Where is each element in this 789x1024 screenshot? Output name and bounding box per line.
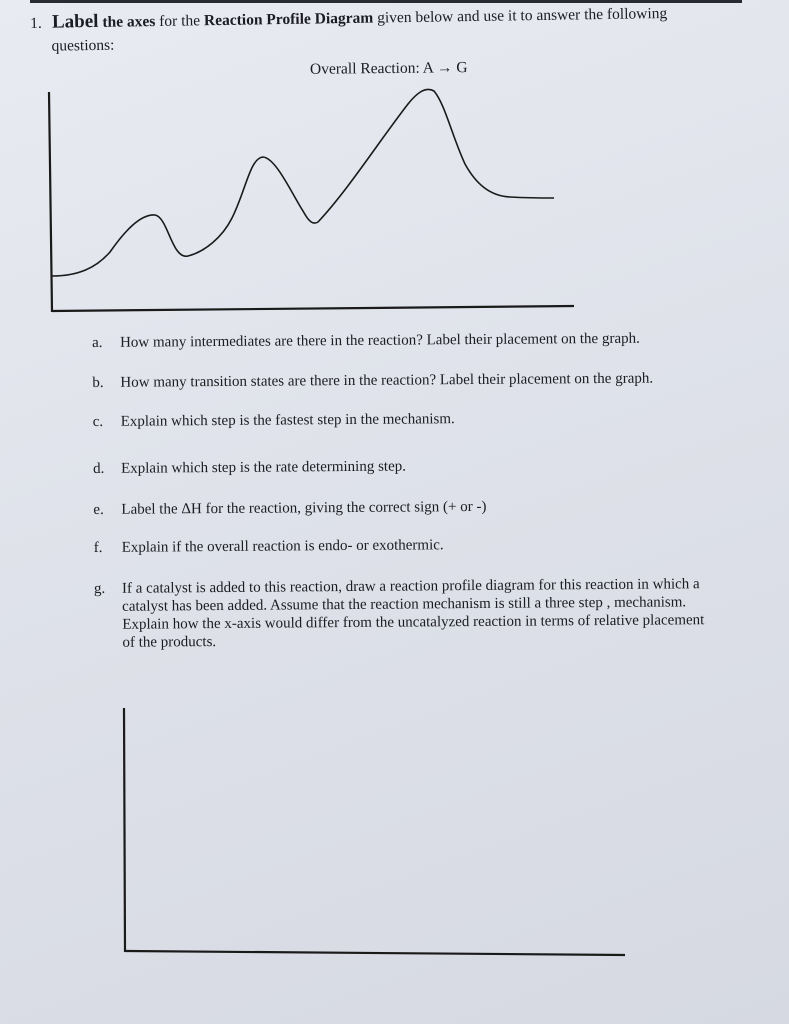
question-number: 1. [30, 14, 42, 32]
item-text: Explain which step is the rate determining step. [120, 458, 407, 477]
item-letter: a. [92, 334, 103, 351]
diagram-name: Reaction Profile Diagram [203, 9, 374, 30]
item-letter: g. [93, 580, 106, 597]
item-text: Explain if the overall reaction is endo- or exothermic. [121, 537, 444, 556]
item-text-line: Explain how the x-axis would differ from the uncatalyzed reaction in terms of relative placement [122, 612, 705, 633]
reaction-profile-diagram [0, 0, 789, 330]
blank-y-axis [124, 708, 125, 952]
for-the-text: for the [159, 12, 201, 30]
energy-curve [52, 89, 554, 276]
item-letter: d. [92, 460, 105, 477]
item-text-line: of the products. [122, 634, 217, 651]
item-letter: c. [92, 413, 104, 430]
item-text-line: catalyst has been added. Assume that the reaction mechanism is still a three step , mechanism. [122, 594, 687, 615]
item-text: How many transition states are there in the reaction? Label their placement on the graph. [120, 370, 654, 391]
item-text-line: If a catalyst is added to this reaction, draw a reaction profile diagram for this reaction in which a [121, 576, 700, 597]
the-axes-text: the axes [102, 13, 156, 31]
question-rest: given below and use it to answer the following [376, 4, 668, 27]
item-text [122, 575, 768, 652]
x-axis [52, 306, 574, 311]
label-word: Label [51, 10, 99, 33]
item-text: Explain which step is the fastest step in the mechanism. [120, 411, 455, 430]
question-continuation: questions: [51, 36, 115, 55]
blank-x-axis [125, 951, 625, 955]
overall-reaction: Overall Reaction: A → G [309, 59, 468, 78]
item-letter: b. [92, 374, 104, 391]
item-text: How many intermediates are there in the reaction? Label their placement on the graph. [120, 330, 640, 351]
item-letter: e. [93, 501, 104, 518]
item-text: Label the ΔH for the reaction, giving the correct sign (+ or -) [121, 498, 487, 518]
item-letter: f. [93, 539, 103, 556]
y-axis [49, 92, 52, 312]
